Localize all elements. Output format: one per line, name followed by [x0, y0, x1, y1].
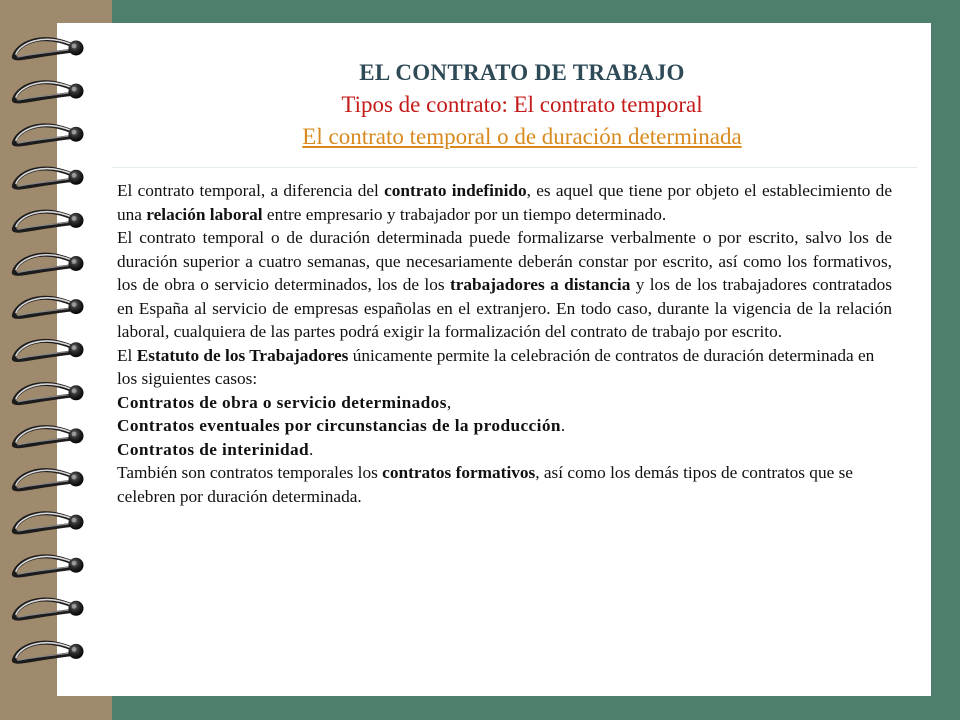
spiral-ring	[14, 169, 84, 188]
spiral-ring	[14, 556, 84, 575]
section-heading: El contrato temporal o de duración determinada	[302, 124, 742, 149]
spiral-ring	[14, 513, 84, 532]
paragraph-formalization: El contrato temporal o de duración determinada puede formalizarse verbalmente o por escrito, salvo los de duración superior a cuatro semanas, que necesariamente deberán constar por escrito, así como los formativos, los de obra o servicio determinados, los de los trabajadores a distancia y los de los trabajadores contratados en España al servicio de empresas españolas en el extranjero. En todo caso, durante la vigencia de la relación laboral, cualquiera de las partes podrá exigir la formalización del contrato de trabajo por escrito.	[117, 228, 892, 341]
paragraph-formativos: También son contratos temporales los contratos formativos, así como los demás tipos de contratos que se celebren por duración determinada.	[117, 463, 853, 506]
spiral-ring	[14, 643, 84, 662]
spiral-ring	[14, 470, 84, 489]
spiral-ring	[14, 82, 84, 101]
spiral-ring	[14, 39, 84, 58]
spiral-ring	[14, 384, 84, 403]
spiral-ring	[14, 427, 84, 446]
case-item: Contratos eventuales por circunstancias de la producción.	[117, 416, 566, 435]
case-item: Contratos de obra o servicio determinados,	[117, 392, 452, 412]
content-body	[117, 179, 892, 508]
paragraph-estatuto: El Estatuto de los Trabajadores únicamente permite la celebración de contratos de duración determinada en los siguientes casos:	[117, 345, 875, 388]
paragraph-definition: El contrato temporal, a diferencia del contrato indefinido, es aquel que tiene por objeto el establecimiento de una relación laboral entre empresario y trabajador por un tiempo determinado.	[117, 181, 892, 224]
spiral-ring	[14, 212, 84, 231]
spiral-ring	[14, 298, 84, 317]
spiral-ring	[14, 255, 84, 274]
page-subtitle: Tipos de contrato: El contrato temporal	[341, 92, 703, 117]
spiral-ring	[14, 341, 84, 360]
divider	[112, 167, 917, 168]
spiral-rings	[0, 0, 112, 720]
spiral-ring	[14, 125, 84, 144]
page-title: EL CONTRATO DE TRABAJO	[359, 60, 685, 85]
spiral-ring	[14, 600, 84, 619]
case-item: Contratos de interinidad.	[117, 439, 314, 459]
